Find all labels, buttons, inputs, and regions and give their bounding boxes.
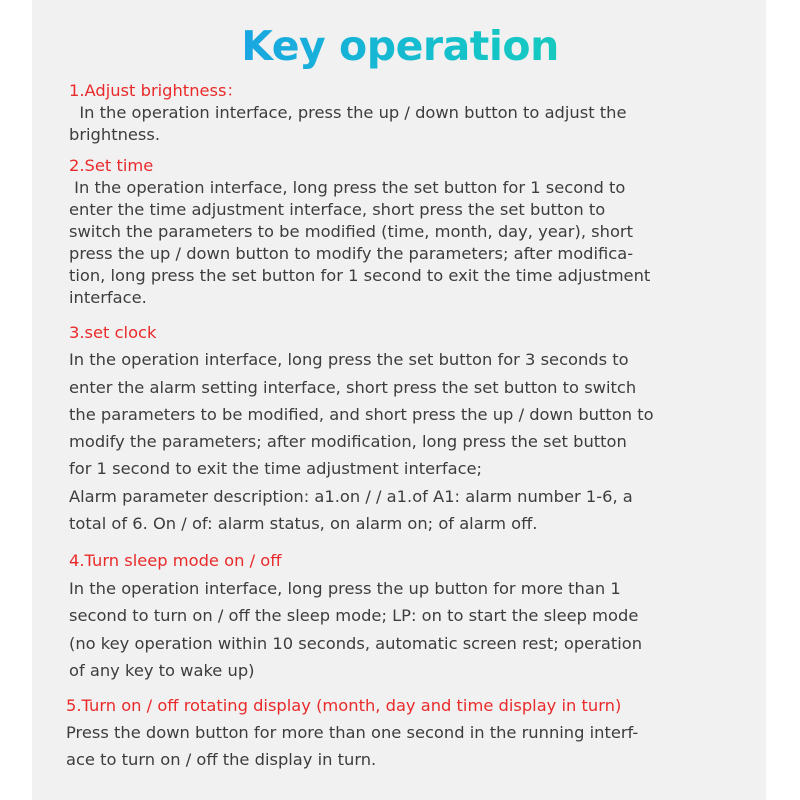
section-text-line: Press the down button for more than one second in the running interf- — [66, 723, 639, 742]
section-text-line: ace to turn on / off the display in turn. — [66, 750, 377, 769]
section-set-time — [69, 155, 759, 309]
section-text-line: In the operation interface, press the up / down button to adjust the — [69, 103, 627, 122]
section-text-line: total of 6. On / of: alarm status, on alarm on; of alarm off. — [69, 514, 538, 534]
section-adjust-brightness — [69, 80, 759, 146]
section-text-line: In the operation interface, long press the set button for 1 second to — [69, 178, 626, 197]
section-text-line: press the up / down button to modify the parameters; after modifica- — [69, 244, 634, 263]
section-text-line: tion, long press the set button for 1 second to exit the time adjustment — [69, 266, 651, 285]
section-text-line: (no key operation within 10 seconds, automatic screen rest; operation — [69, 633, 643, 653]
section-heading: 4.Turn sleep mode on / off — [69, 551, 282, 570]
section-text-line: for 1 second to exit the time adjustment interface; — [69, 459, 483, 479]
section-set-clock — [69, 319, 759, 537]
section-text-line: interface. — [69, 288, 147, 307]
section-heading: 5.Turn on / off rotating display (month, day and time display in turn) — [66, 696, 622, 715]
section-text-line: Alarm parameter description: a1.on / / a1.of A1: alarm number 1-6, a — [69, 486, 633, 506]
section-text-line: switch the parameters to be modified (time, month, day, year), short — [69, 222, 634, 241]
section-text-line: the parameters to be modified, and short press the up / down button to — [69, 404, 654, 424]
section-heading: 1.Adjust brightness： — [69, 81, 243, 100]
section-rotating-display — [66, 692, 756, 773]
section-text-line: In the operation interface, long press the set button for 3 seconds to — [69, 350, 629, 370]
section-text-line: enter the alarm setting interface, short press the set button to switch — [69, 377, 637, 397]
section-text-line: second to turn on / off the sleep mode; LP: on to start the sleep mode — [69, 606, 639, 625]
section-text-line: enter the time adjustment interface, short press the set button to — [69, 200, 606, 219]
section-heading: 2.Set time — [69, 156, 154, 175]
section-sleep-mode — [69, 547, 759, 685]
page-title: Key operation — [0, 18, 800, 74]
section-text-line: modify the parameters; after modification, long press the set button — [69, 432, 627, 452]
section-text-line: In the operation interface, long press the up button for more than 1 — [69, 578, 621, 598]
section-text-line: brightness. — [69, 125, 161, 144]
section-text-line: of any key to wake up) — [69, 661, 255, 680]
section-heading: 3.set clock — [69, 323, 157, 342]
